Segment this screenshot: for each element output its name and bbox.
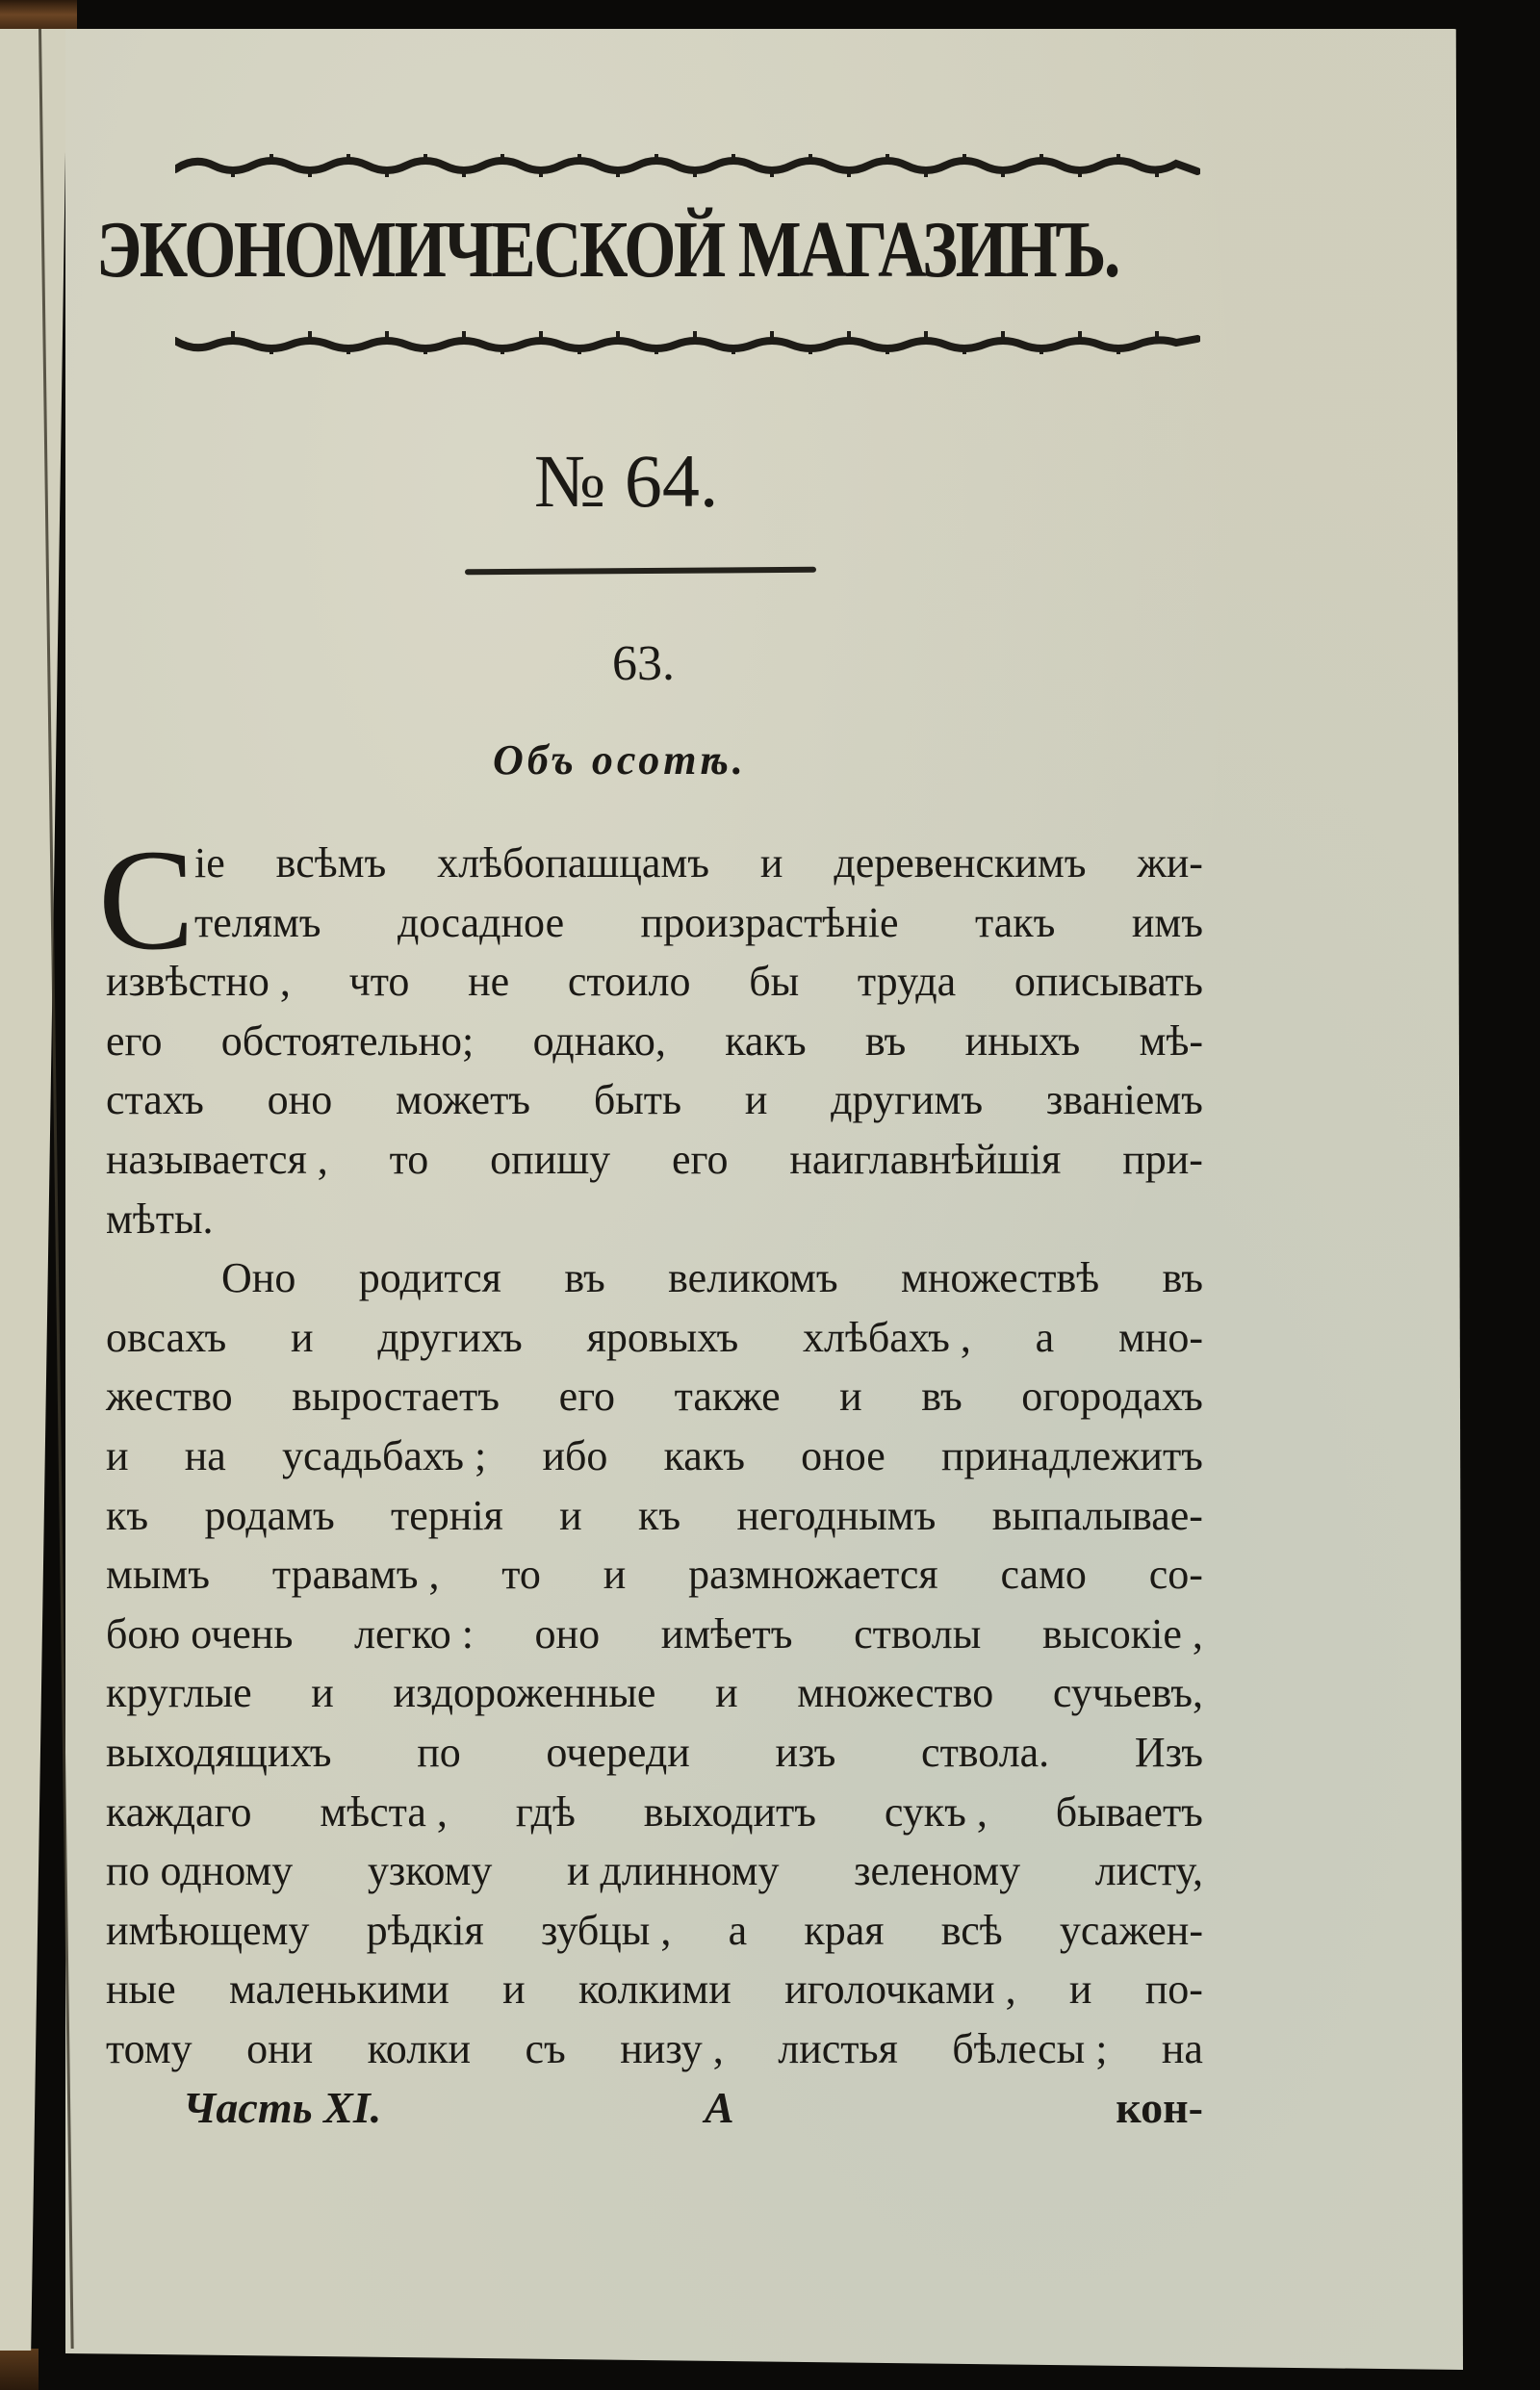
word: однако, xyxy=(532,1016,666,1065)
text-line xyxy=(106,1960,1203,2019)
text-line xyxy=(106,952,1203,1012)
word: усажен- xyxy=(1059,1906,1203,1954)
text-line xyxy=(106,834,1203,893)
word: по одному xyxy=(106,1847,294,1895)
word: и xyxy=(502,1966,526,2014)
word: обстоятельно; xyxy=(220,1016,475,1065)
word: ствола. xyxy=(921,1728,1050,1776)
word: и xyxy=(311,1669,334,1717)
word: іе xyxy=(194,839,225,887)
word: оное xyxy=(801,1431,886,1479)
word: сучьевъ, xyxy=(1052,1669,1203,1717)
word: по xyxy=(417,1728,461,1776)
word: всѣмъ xyxy=(275,839,387,887)
word: края xyxy=(804,1906,885,1954)
word: выходящихъ xyxy=(106,1728,332,1776)
text-line xyxy=(106,1367,1203,1426)
word: множествѣ xyxy=(900,1254,1100,1302)
text-line xyxy=(106,1190,1203,1249)
word: выростаетъ xyxy=(292,1373,500,1421)
word: при- xyxy=(1122,1135,1203,1183)
word: листья xyxy=(778,2024,898,2072)
text-line xyxy=(106,1308,1203,1368)
word: и xyxy=(106,1431,129,1479)
text-line xyxy=(106,2019,1203,2079)
word: негоднымъ xyxy=(736,1491,937,1539)
word: иныхъ xyxy=(964,1016,1081,1065)
text-line xyxy=(106,893,1203,953)
text-line xyxy=(106,1841,1203,1901)
word: званіемъ xyxy=(1045,1076,1203,1124)
word: и xyxy=(603,1551,627,1599)
word: усадьбахъ ; xyxy=(282,1431,487,1479)
word: на xyxy=(184,1431,226,1479)
word: а xyxy=(1035,1313,1055,1361)
word: и xyxy=(839,1373,862,1421)
word: очереди xyxy=(546,1728,690,1776)
word: принадлежитъ xyxy=(940,1431,1203,1479)
word: тернія xyxy=(391,1491,503,1539)
word: тому xyxy=(106,2024,192,2072)
word: бываетъ xyxy=(1055,1787,1203,1836)
word: мымъ xyxy=(106,1551,211,1599)
word: быть xyxy=(593,1076,682,1124)
word: произрастѣніе xyxy=(640,898,899,946)
text-line xyxy=(106,1783,1203,1842)
word: родится xyxy=(358,1254,501,1302)
word: какъ xyxy=(663,1431,745,1479)
word: издороженные xyxy=(393,1669,656,1717)
word: ибо xyxy=(542,1431,608,1479)
text-line xyxy=(106,1605,1203,1664)
word: листу, xyxy=(1094,1847,1203,1895)
word: имѣющему xyxy=(106,1906,310,1954)
word: досадное xyxy=(398,898,565,946)
word: и xyxy=(744,1076,768,1124)
word: а xyxy=(728,1906,748,1954)
word: выпалываe- xyxy=(991,1491,1203,1539)
binding-leather-top xyxy=(0,0,77,33)
word: огородахъ xyxy=(1021,1373,1203,1421)
word: узкому xyxy=(367,1847,493,1895)
word: выходитъ xyxy=(643,1787,817,1836)
word: зеленому xyxy=(854,1847,1021,1895)
word: стволы xyxy=(854,1609,982,1658)
word: Изъ xyxy=(1134,1728,1203,1776)
word: травамъ , xyxy=(271,1551,440,1599)
word: изъ xyxy=(775,1728,836,1776)
text-line xyxy=(106,1070,1203,1130)
word: наиглавнѣйшія xyxy=(789,1135,1062,1183)
catchword: кон- xyxy=(1116,2083,1203,2132)
word: съ xyxy=(525,2024,566,2072)
text-line xyxy=(106,1901,1203,1961)
word: зубцы , xyxy=(540,1906,672,1954)
word: и длинному xyxy=(566,1847,780,1895)
word: его xyxy=(671,1135,729,1183)
text-line xyxy=(106,1130,1203,1190)
text-line xyxy=(106,1248,1203,1308)
word: въ xyxy=(564,1254,605,1302)
word: они xyxy=(246,2024,314,2072)
word: и xyxy=(559,1491,582,1539)
word: колки xyxy=(367,2024,472,2072)
word: маленькими xyxy=(228,1966,449,2014)
word: и xyxy=(759,839,783,887)
word: такъ xyxy=(974,898,1056,946)
word: мѣты. xyxy=(106,1195,214,1243)
article-title: Объ осотѣ. xyxy=(493,736,747,784)
text-line xyxy=(106,1486,1203,1546)
word: Оно xyxy=(221,1254,296,1302)
text-line xyxy=(106,1545,1203,1605)
word: колкими xyxy=(578,1966,732,2014)
word: въ xyxy=(921,1373,962,1421)
drop-cap: С xyxy=(98,820,195,980)
word: на xyxy=(1161,2024,1203,2072)
word: жество xyxy=(106,1373,233,1421)
text-line xyxy=(106,1012,1203,1071)
word: извѣстно , xyxy=(106,958,291,1006)
word: къ xyxy=(106,1491,149,1539)
word: ные xyxy=(106,1966,176,2014)
word: то xyxy=(501,1551,541,1599)
word: каждаго xyxy=(106,1787,252,1836)
word: что xyxy=(348,958,410,1006)
word: иголочками , xyxy=(784,1966,1016,2014)
word: стахъ xyxy=(106,1076,204,1124)
word: опишу xyxy=(490,1135,611,1183)
word: можетъ xyxy=(395,1076,531,1124)
word: размножается xyxy=(688,1551,938,1599)
word: и xyxy=(290,1313,314,1361)
text-line xyxy=(106,1663,1203,1723)
word: также xyxy=(674,1373,781,1421)
word: по- xyxy=(1144,1966,1203,2014)
word: низу , xyxy=(620,2024,724,2072)
article-body xyxy=(98,820,1203,2078)
word: въ xyxy=(864,1016,907,1065)
word: со- xyxy=(1148,1551,1203,1599)
word: бы xyxy=(749,958,800,1006)
page-footer xyxy=(183,2079,1203,2137)
text-line xyxy=(106,1723,1203,1783)
word: гдѣ xyxy=(515,1787,576,1836)
word: другимъ xyxy=(831,1076,984,1124)
signature-letter: А xyxy=(705,2083,734,2132)
word: родамъ xyxy=(204,1491,335,1539)
word: мѣ- xyxy=(1139,1016,1203,1065)
word: хлѣбопашцамъ xyxy=(437,839,709,887)
word: къ xyxy=(638,1491,681,1539)
word: высокіе , xyxy=(1041,1609,1203,1658)
vine-ornament-top-icon xyxy=(175,152,1200,177)
word: всѣ xyxy=(940,1906,1003,1954)
word: въ xyxy=(1162,1254,1203,1302)
text-line xyxy=(106,1426,1203,1486)
binding-leather-bottom xyxy=(0,2349,38,2390)
issue-number: № 64. xyxy=(534,439,719,523)
word: сукъ , xyxy=(884,1787,988,1836)
word: другихъ xyxy=(377,1313,523,1361)
word: хлѣбахъ , xyxy=(803,1313,971,1361)
word: описывать xyxy=(1014,958,1203,1006)
word: имѣетъ xyxy=(660,1609,793,1658)
word: деревенскимъ xyxy=(834,839,1087,887)
word: яровыхъ xyxy=(586,1313,739,1361)
word: бою очень xyxy=(106,1609,294,1658)
word: легко : xyxy=(354,1609,474,1658)
signature-part: Часть XI. xyxy=(183,2083,382,2132)
word: само xyxy=(1000,1551,1087,1599)
vine-ornament-bottom-icon xyxy=(175,329,1200,354)
word: жи- xyxy=(1137,839,1203,887)
word: не xyxy=(468,958,510,1006)
word: труда xyxy=(857,958,957,1006)
word: называется , xyxy=(106,1135,328,1183)
word: оно xyxy=(267,1076,333,1124)
word: рѣдкія xyxy=(366,1906,484,1954)
word: бѣлесы ; xyxy=(952,2024,1108,2072)
word: имъ xyxy=(1131,898,1203,946)
word: множество xyxy=(797,1669,994,1717)
word: то xyxy=(389,1135,429,1183)
word: оно xyxy=(534,1609,601,1658)
word: великомъ xyxy=(668,1254,838,1302)
journal-title: ЭКОНОМИЧЕСКОЙ МАГАЗИНЪ. xyxy=(96,205,1118,295)
word: телямъ xyxy=(194,898,321,946)
word: и xyxy=(1068,1966,1092,2014)
word: его xyxy=(106,1016,163,1065)
word: и xyxy=(715,1669,738,1717)
word: мно- xyxy=(1117,1313,1203,1361)
word: мѣста , xyxy=(320,1787,448,1836)
word: овсахъ xyxy=(106,1313,227,1361)
word: круглые xyxy=(106,1669,252,1717)
article-number: 63. xyxy=(612,636,675,691)
word: его xyxy=(558,1373,616,1421)
word: стоило xyxy=(567,958,691,1006)
word: какъ xyxy=(725,1016,807,1065)
